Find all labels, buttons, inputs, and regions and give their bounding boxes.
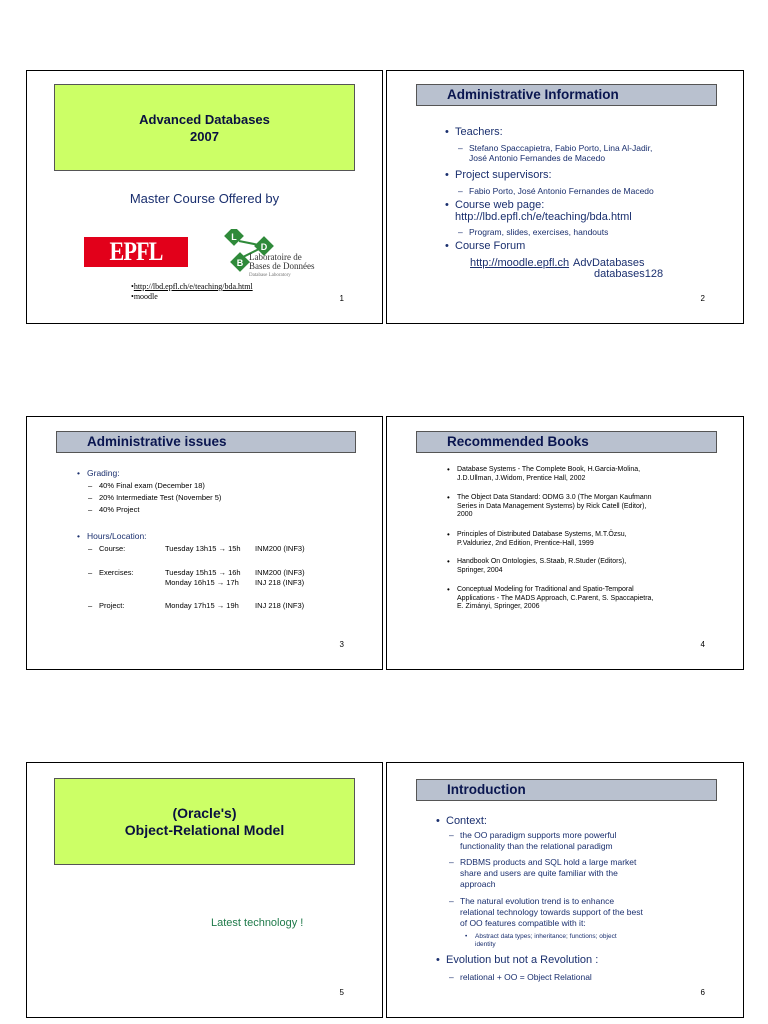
grading-item: – 20% Intermediate Test (November 5) <box>99 493 221 502</box>
book-item: • Principles of Distributed Database Systems, M.T.Özsu, P.Valduriez, 2nd Edition, Prentice-Hall, 1999 <box>457 531 717 548</box>
book-item: • Conceptual Modeling for Traditional and Spatio-Temporal Applications - The MADS Approach, C.Parent, S. Spaccapietra, E. Zimányi, Springer, 2006 <box>457 586 717 612</box>
moodle-link[interactable]: moodle <box>133 292 158 301</box>
grading-label: • Grading: <box>87 468 120 478</box>
epfl-logo-text: EPFL <box>109 237 163 266</box>
course-link[interactable]: http://lbd.epfl.ch/e/teaching/bda.html <box>133 282 253 291</box>
context-sub-point: • Abstract data types; inheritance; functions; object identity <box>475 933 617 949</box>
schedule-room: INJ 218 (INF3) <box>255 578 305 587</box>
page-number: 3 <box>339 640 344 649</box>
hours-label: • Hours/Location: <box>87 531 147 541</box>
slide-header: Introduction <box>416 779 717 801</box>
page-number: 2 <box>700 294 705 303</box>
lbd-name-line2: Bases de Données <box>249 261 315 271</box>
forum-url[interactable]: http://moodle.epfl.ch <box>470 257 570 269</box>
schedule-label: – Course: <box>99 544 125 553</box>
context-label: • Context: <box>446 815 487 827</box>
slide-4 <box>386 416 744 670</box>
forum-name: AdvDatabases <box>573 257 645 269</box>
forum-key: databases128 <box>594 268 664 280</box>
teachers-line1: – Stefano Spaccapietra, Fabio Porto, Lina Al-Jadir, <box>469 143 652 153</box>
slide-3 <box>26 416 383 670</box>
course-title: Advanced Databases <box>139 111 270 127</box>
page-number: 6 <box>700 988 705 997</box>
evolution-sub: – relational + OO = Object Relational <box>460 972 592 982</box>
book-item: • Database Systems - The Complete Book, H.Garcia-Molina, J.D.Ullman, J.Widom, Prentice Hall, 2002 <box>457 466 717 483</box>
title-line1: (Oracle's) <box>172 804 237 821</box>
supervisors-label: • Project supervisors: <box>455 169 552 181</box>
web-url[interactable]: http://lbd.epfl.ch/e/teaching/bda.html <box>455 211 632 223</box>
tagline: Latest technology ! <box>211 917 304 929</box>
schedule-label: – Exercises: <box>99 568 134 577</box>
slide-header: Administrative Information <box>416 84 717 106</box>
grading-item: – 40% Project <box>99 505 139 514</box>
web-label: • Course web page: <box>455 199 544 211</box>
schedule-label: – Project: <box>99 601 124 610</box>
svg-text:B: B <box>236 258 244 268</box>
page-number: 1 <box>339 294 344 303</box>
schedule-time: Tuesday 13h15 → 15h <box>165 544 241 553</box>
schedule-room: INM200 (INF3) <box>255 568 305 577</box>
slide-header: Administrative issues <box>56 431 356 453</box>
epfl-logo <box>84 237 188 267</box>
subtitle: Master Course Offered by <box>129 191 280 206</box>
schedule-time: Tuesday 15h15 → 16h <box>165 568 241 577</box>
title-box <box>54 778 355 865</box>
title-line2: Object-Relational Model <box>124 821 285 838</box>
grading-item: – 40% Final exam (December 18) <box>99 481 205 490</box>
lbd-logo-text <box>249 253 314 280</box>
context-point-2: – RDBMS products and SQL hold a large market share and users are quite familiar with the approach <box>460 857 636 890</box>
title-box <box>54 84 355 171</box>
schedule-room: INM200 (INF3) <box>255 544 305 553</box>
slide-header: Recommended Books <box>416 431 717 453</box>
svg-text:L: L <box>231 232 237 242</box>
lbd-sub: Database Laboratory <box>249 273 291 278</box>
forum-label: • Course Forum <box>455 240 525 252</box>
page-number: 5 <box>339 988 344 997</box>
schedule-time: Monday 17h15 → 19h <box>165 601 239 610</box>
slide-6 <box>386 762 744 1018</box>
schedule-room: INJ 218 (INF3) <box>255 601 305 610</box>
evolution-label: • Evolution but not a Revolution : <box>446 954 598 966</box>
schedule-time: Monday 16h15 → 17h <box>165 578 239 587</box>
slide-1 <box>26 70 383 324</box>
svg-text:D: D <box>260 242 268 252</box>
supervisors: – Fabio Porto, José Antonio Fernandes de Macedo <box>469 186 654 196</box>
web-sub: – Program, slides, exercises, handouts <box>469 227 608 237</box>
links: •http://lbd.epfl.ch/e/teaching/bda.html •moodle <box>131 282 253 301</box>
course-year: 2007 <box>190 128 219 144</box>
slide-5 <box>26 762 383 1018</box>
context-point-3: – The natural evolution trend is to enhance relational technology towards support of the best of OO features compatible with it: <box>460 896 643 929</box>
slide-2 <box>386 70 744 324</box>
book-item: • Handbook On Ontologies, S.Staab, R.Studer (Editors), Springer, 2004 <box>457 558 717 575</box>
context-point-1: – the OO paradigm supports more powerful functionality than the relational paradigm <box>460 830 616 852</box>
teachers-line2: José Antonio Fernandes de Macedo <box>469 153 606 163</box>
page-number: 4 <box>700 640 705 649</box>
lbd-name-line1: Laboratoire de <box>249 252 302 262</box>
teachers-label: • Teachers: <box>455 126 503 138</box>
book-item: • The Object Data Standard: ODMG 3.0 (The Morgan Kaufmann Series in Data Management Systems) by Rick Catell (Editor), 2000 <box>457 494 717 520</box>
